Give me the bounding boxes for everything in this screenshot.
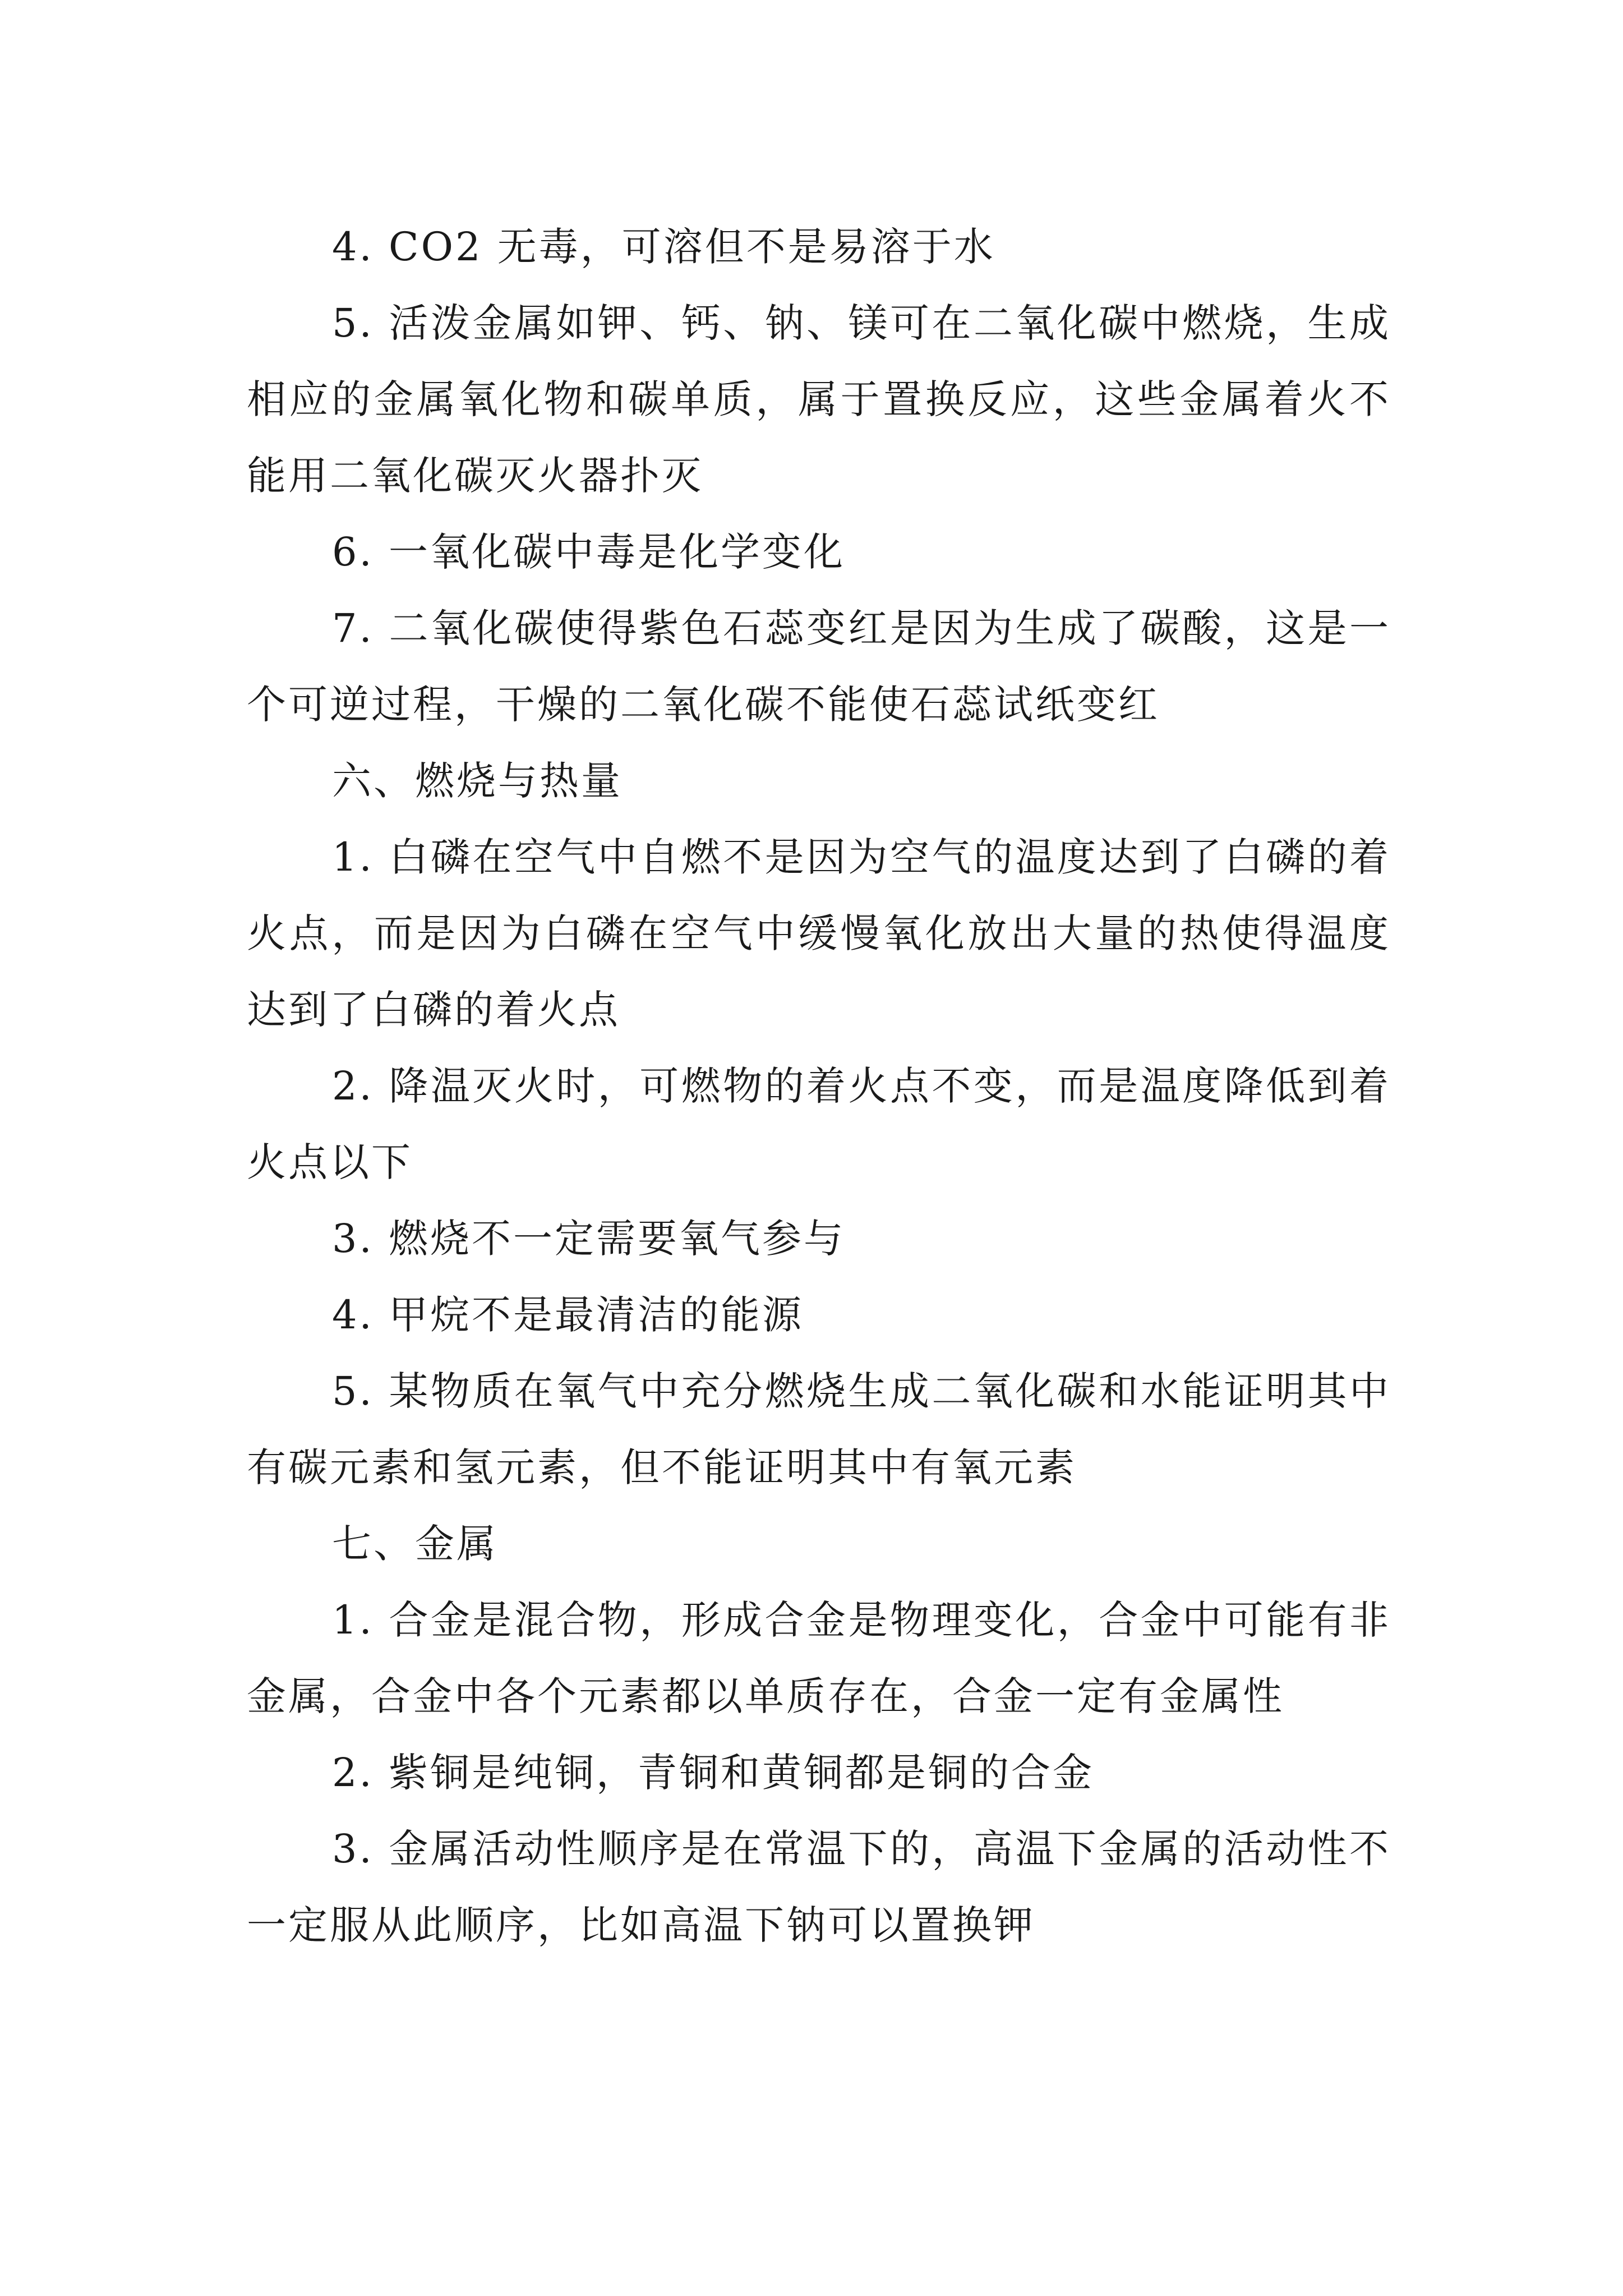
document-body xyxy=(247,209,1391,1963)
paragraph-co2-item-4: 4. CO2 无毒，可溶但不是易溶于水 xyxy=(332,224,995,270)
paragraph-combustion-item-1: 1. 白磷在空气中自燃不是因为空气的温度达到了白磷的着火点，而是因为白磷在空气中缓慢氧化放出大量的热使得温度达到了白磷的着火点 xyxy=(247,834,1391,1033)
section-heading-combustion: 六、燃烧与热量 xyxy=(332,758,623,804)
paragraph-metals-item-3: 3. 金属活动性顺序是在常温下的，高温下金属的活动性不一定服从此顺序，比如高温下钠可以置换钾 xyxy=(247,1826,1391,1948)
paragraph-co2-item-7: 7. 二氧化碳使得紫色石蕊变红是因为生成了碳酸，这是一个可逆过程，干燥的二氧化碳不能使石蕊试纸变红 xyxy=(247,605,1391,728)
paragraph-combustion-item-2: 2. 降温灭火时，可燃物的着火点不变，而是温度降低到着火点以下 xyxy=(247,1063,1391,1185)
paragraph-metals-item-2: 2. 紫铜是纯铜，青铜和黄铜都是铜的合金 xyxy=(332,1750,1095,1796)
section-heading-metals: 七、金属 xyxy=(332,1521,498,1567)
paragraph-metals-item-1: 1. 合金是混合物，形成合金是物理变化，合金中可能有非金属，合金中各个元素都以单质存在，合金一定有金属性 xyxy=(247,1597,1391,1719)
paragraph-combustion-item-5: 5. 某物质在氧气中充分燃烧生成二氧化碳和水能证明其中有碳元素和氢元素，但不能证明其中有氧元素 xyxy=(247,1368,1391,1490)
paragraph-combustion-item-4: 4. 甲烷不是最清洁的能源 xyxy=(332,1292,804,1338)
paragraph-co2-item-6: 6. 一氧化碳中毒是化学变化 xyxy=(332,529,846,575)
paragraph-combustion-item-3: 3. 燃烧不一定需要氧气参与 xyxy=(332,1216,846,1262)
paragraph-co2-item-5: 5. 活泼金属如钾、钙、钠、镁可在二氧化碳中燃烧，生成相应的金属氧化物和碳单质，属于置换反应，这些金属着火不能用二氧化碳灭火器扑灭 xyxy=(247,300,1391,499)
